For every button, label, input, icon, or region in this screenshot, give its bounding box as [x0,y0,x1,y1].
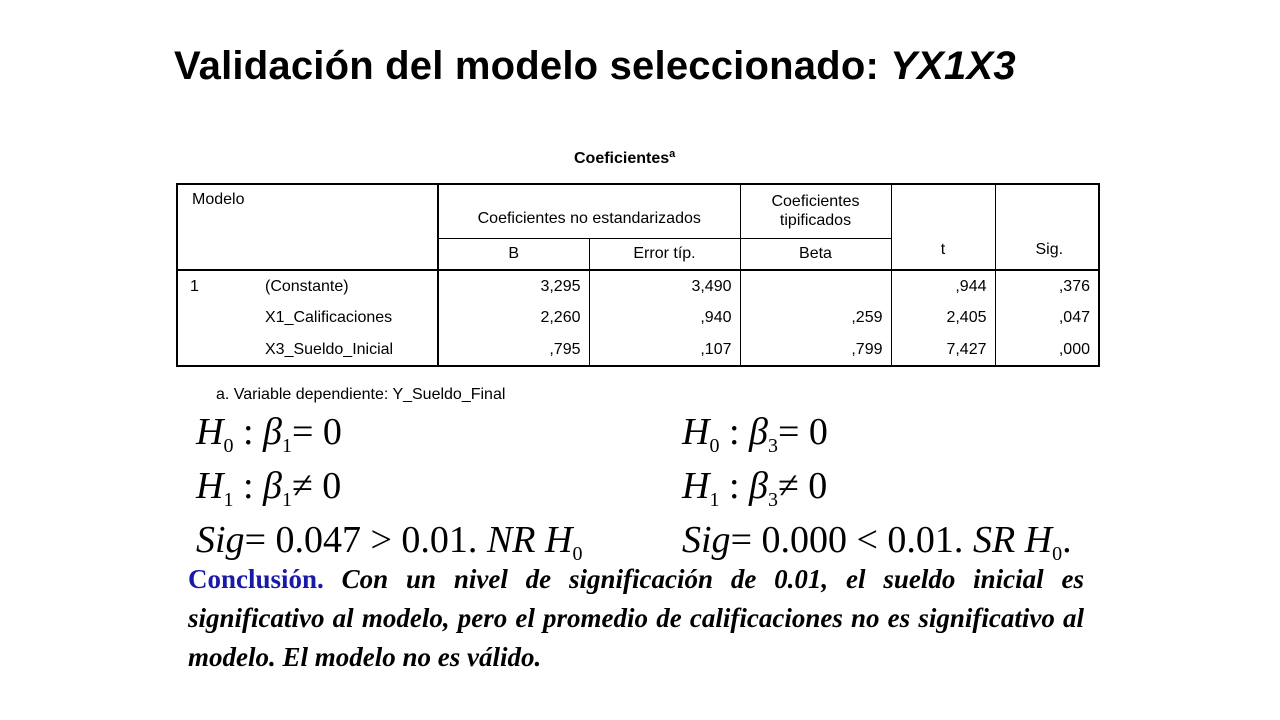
h-symbol: H [196,411,224,453]
table-caption-footnote-mark: a [669,148,676,160]
h-subscript: 1 [709,489,720,511]
decision-subscript: 0 [572,543,583,565]
h1-beta3-equation [682,464,827,522]
decision-text: SR H [972,519,1053,561]
cell-variable: X3_Sueldo_Inicial [257,334,438,366]
sig-comparison: = 0.000 < 0.01. [730,519,973,561]
h0-beta1-equation [196,410,342,468]
equals-zero: = 0 [291,411,342,453]
h-subscript: 0 [709,435,720,457]
header-error-tip: Error típ. [589,238,740,270]
colon-symbol: : [719,411,750,453]
cell-model [177,302,257,334]
h1-beta1-equation [196,464,341,522]
cell-variable: X1_Calificaciones [257,302,438,334]
cell-error: ,940 [589,302,740,334]
sig-label: Sig [196,519,245,561]
table-row [177,334,1099,366]
h0-beta3-equation [682,410,828,468]
title-model-name: YX1X3 [890,44,1016,88]
header-no-estandarizados: Coeficientes no estandarizados [438,184,740,238]
cell-beta: ,259 [740,302,891,334]
beta-symbol: β [263,411,282,453]
h-symbol: H [196,465,224,507]
table-caption [574,148,675,168]
equals-zero: = 0 [777,411,828,453]
table-header-row [177,184,1099,238]
cell-b: ,795 [438,334,589,366]
table-footnote: a. Variable dependiente: Y_Sueldo_Final [216,386,506,403]
beta-subscript: 3 [767,489,778,511]
conclusion-lead: Conclusión. [188,564,324,594]
cell-error: ,107 [589,334,740,366]
beta-symbol: β [749,465,768,507]
cell-sig: ,000 [1058,340,1090,358]
cell-beta [740,270,891,302]
h-subscript: 1 [223,489,234,511]
cell-b: 2,260 [438,302,589,334]
header-b: B [438,238,589,270]
h-symbol: H [682,465,710,507]
colon-symbol: : [719,465,750,507]
cell-error: 3,490 [589,270,740,302]
beta-symbol: β [749,411,768,453]
coefficients-table [176,183,1100,367]
table-caption-text: Coeficientes [574,150,670,167]
header-beta: Beta [740,238,891,270]
beta-subscript: 1 [281,435,292,457]
cell-sig: ,047 [1058,309,1090,326]
cell-variable: (Constante) [257,270,438,302]
not-equals-zero: ≠ 0 [291,465,342,507]
sig-comparison: = 0.047 > 0.01. [244,519,487,561]
header-sig: Sig. [995,184,1099,270]
cell-b: 3,295 [438,270,589,302]
h-subscript: 0 [223,435,234,457]
decision-subscript: 0 [1052,543,1063,565]
header-t: t [891,184,995,270]
slide-title [174,44,1016,89]
conclusion-text: Con un nivel de significación de 0.01, el sueldo inicial es significativo al modelo, pero el promedio de calificaciones no es significativo al modelo. El modelo no es válido. [188,564,1084,672]
cell-t: 2,405 [891,302,995,334]
cell-t: ,944 [891,270,995,302]
cell-t: 7,427 [891,334,995,366]
cell-model: 1 [190,277,199,295]
header-modelo: Modelo [177,184,438,270]
cell-sig: ,376 [1058,277,1090,295]
table-row [177,270,1099,302]
cell-beta: ,799 [740,334,891,366]
colon-symbol: : [233,411,264,453]
beta-subscript: 3 [767,435,778,457]
beta-symbol: β [263,465,282,507]
h-symbol: H [682,411,710,453]
colon-symbol: : [233,465,264,507]
not-equals-zero: ≠ 0 [777,465,828,507]
title-text: Validación del modelo seleccionado: [174,44,891,88]
header-tipificados: Coeficientes tipificados [740,184,891,238]
conclusion-paragraph [188,560,1084,677]
cell-model [177,334,257,366]
table-row [177,302,1099,334]
decision-text: NR H [486,519,573,561]
beta-subscript: 1 [281,489,292,511]
sig-label: Sig [682,519,731,561]
period: . [1062,519,1072,561]
